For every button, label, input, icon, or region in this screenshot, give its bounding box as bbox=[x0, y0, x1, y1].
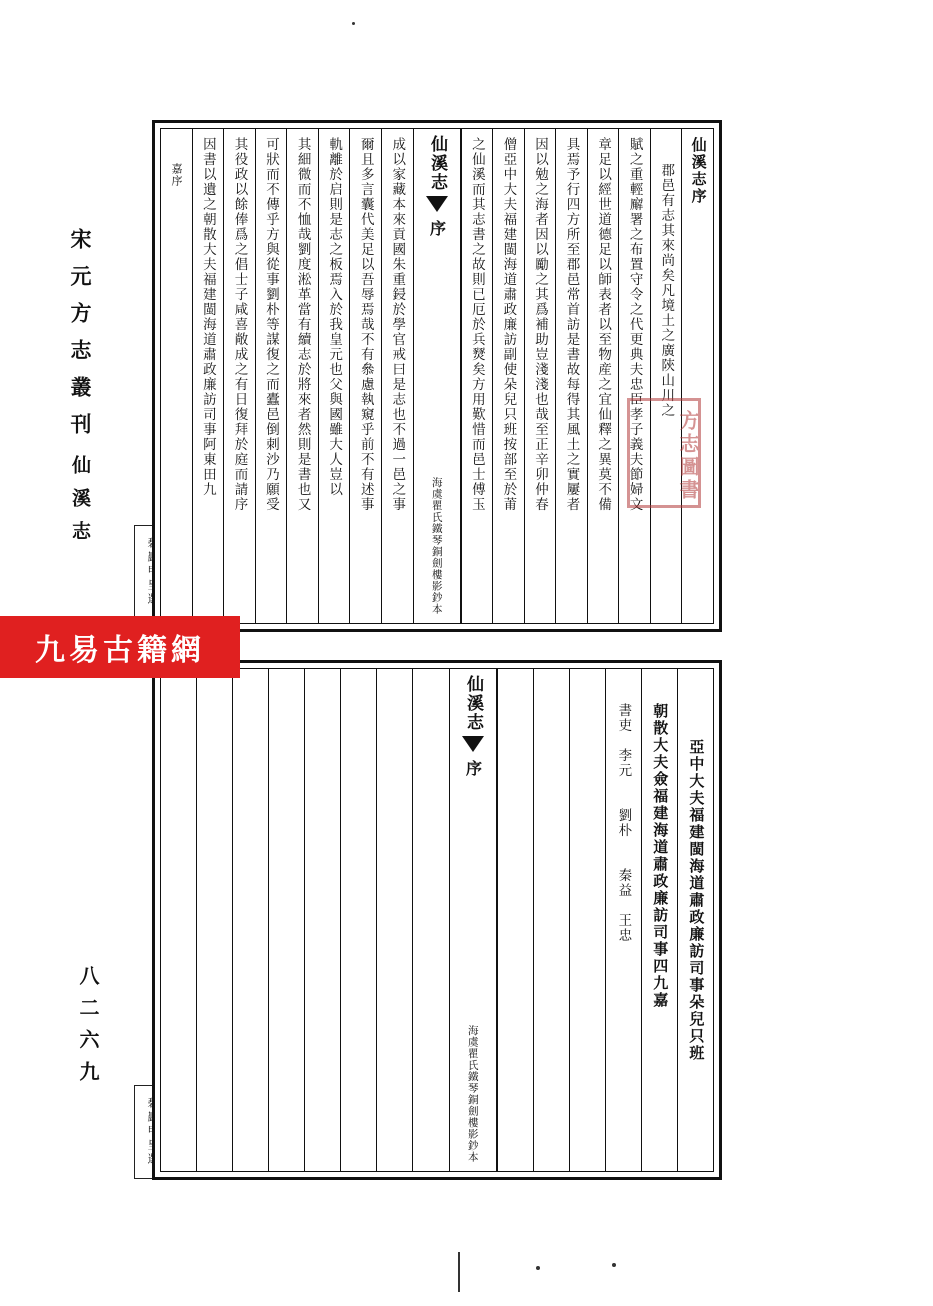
leaf-top-col-3 bbox=[587, 129, 619, 623]
leaf-top-col-9 bbox=[349, 129, 381, 623]
leaf-bottom-col-10 bbox=[304, 669, 340, 1171]
leaf-top-line-12: 可狀而不傳乎方與從事劉朴等謀復之而蠹邑倒刺沙乃願受 bbox=[263, 137, 280, 512]
leaf-top-inner-frame bbox=[160, 128, 714, 624]
leaf-bottom-line-1: 亞中大夫福建閩海道肅政廉訪司事朵兒只班 bbox=[687, 739, 706, 1062]
leaf-top-line-9: 爾且多言囊代美足以吾辱焉哉不有叅慮執窺乎前不有述事 bbox=[357, 137, 374, 512]
leaf-top-banner-sub: 序 bbox=[427, 220, 447, 236]
series-title: 宋元方志叢刊 bbox=[68, 228, 93, 450]
leaf-top-line-2: 賦之重輕廨署之布置守令之代更典夫忠臣孝子義夫節婦文 bbox=[626, 137, 643, 512]
leaf-bottom-col-11 bbox=[268, 669, 304, 1171]
leaf-bottom-col-14 bbox=[161, 669, 196, 1171]
leaf-bottom-banner-sub: 序 bbox=[463, 760, 483, 776]
fish-tail-icon bbox=[462, 736, 484, 752]
leaf-bottom-edition-note: 海虞瞿氏鐵琴銅劍樓影鈔本 bbox=[466, 1025, 479, 1163]
leaf-bottom-col-1 bbox=[677, 669, 713, 1171]
leaf-bottom-line-2: 朝散大夫僉福建海道肅政廉訪司事四九嘉 bbox=[651, 703, 670, 1009]
leaf-top-banner bbox=[413, 129, 461, 623]
leaf-top-line-10: 軌離於启則是志之板焉入於我皇元也父與國雖大人豈以 bbox=[326, 137, 343, 497]
leaf-top-line-5: 因以勉之海者因以勵之其爲補助豈淺淺也哉至正辛卯仲春 bbox=[531, 137, 548, 512]
leaf-bottom-inner-frame bbox=[160, 668, 714, 1172]
library-seal: 方志圖書 bbox=[627, 398, 701, 508]
leaf-top-col-2 bbox=[618, 129, 650, 623]
leaf-bottom-col-5 bbox=[533, 669, 569, 1171]
page-number: 八二六九 bbox=[76, 965, 100, 1093]
leaf-bottom-col-13 bbox=[196, 669, 232, 1171]
leaf-top-banner-title: 仙溪志 bbox=[427, 135, 447, 192]
leaf-top-col-7 bbox=[461, 129, 493, 623]
leaf-top-col-12 bbox=[255, 129, 287, 623]
leaf-top-col-10 bbox=[318, 129, 350, 623]
leaf-top-line-8: 成以家藏本來貢國朱重鋟於學官戒曰是志也不過一邑之事 bbox=[389, 137, 406, 512]
leaf-top-line-15: 嘉序 bbox=[170, 163, 184, 187]
leaf-top-line-4: 具焉予行四方所至郡邑常首訪是書故每得其風土之實屢者 bbox=[563, 137, 580, 512]
leaf-top-col-15 bbox=[161, 129, 192, 623]
leaf-top-col-8 bbox=[381, 129, 413, 623]
leaf-top-col-14 bbox=[192, 129, 224, 623]
leaf-top-line-13: 其役政以餘俸爲之倡士子咸喜敞成之有日復拜於庭而請序 bbox=[231, 137, 248, 512]
leaf-top-col-4 bbox=[555, 129, 587, 623]
crop-dot-1 bbox=[536, 1266, 540, 1270]
leaf-top-col-1 bbox=[650, 129, 682, 623]
leaf-bottom-col-3 bbox=[605, 669, 641, 1171]
leaf-bottom-col-2 bbox=[641, 669, 677, 1171]
leaf-top-col-11 bbox=[286, 129, 318, 623]
leaf-bottom-col-8 bbox=[376, 669, 412, 1171]
facsimile-leaf-bottom bbox=[152, 660, 722, 1180]
fish-tail-icon bbox=[426, 196, 448, 212]
preface-title: 仙溪志序 bbox=[689, 137, 708, 205]
leaf-bottom-col-6 bbox=[497, 669, 533, 1171]
leaf-top-line-11: 其細微而不恤哉劉度淞革當有續志於將來者然則是書也又 bbox=[294, 137, 311, 512]
site-watermark: 九易古籍網 bbox=[0, 616, 240, 678]
crop-mark-left bbox=[458, 1252, 460, 1292]
leaf-top-col-13 bbox=[223, 129, 255, 623]
leaf-top-col-5 bbox=[524, 129, 556, 623]
leaf-top-line-7: 之仙溪而其志書之故則已厄於兵燹矣方用歎惜而邑士傅玉 bbox=[468, 137, 485, 512]
leaf-top-col-preface-title bbox=[681, 129, 713, 623]
leaf-bottom-col-12 bbox=[232, 669, 268, 1171]
leaf-bottom-col-7 bbox=[412, 669, 448, 1171]
leaf-bottom-col-4 bbox=[569, 669, 605, 1171]
leaf-top-line-14: 因書以遺之朝散大夫福建閩海道肅政廉訪司事阿東田九 bbox=[199, 137, 216, 497]
crop-dot-3 bbox=[352, 22, 355, 25]
leaf-top-line-3: 章足以經世道德足以師表者以至物産之宜仙釋之異莫不備 bbox=[595, 137, 612, 512]
leaf-bottom-line-3: 書吏 李元 劉朴 秦益 王忠 bbox=[615, 703, 632, 943]
leaf-bottom-col-9 bbox=[340, 669, 376, 1171]
crop-dot-2 bbox=[612, 1263, 616, 1267]
leaf-top-line-1: 郡邑有志其來尚矣凡境土之廣陝山川之 bbox=[658, 163, 675, 418]
facsimile-leaf-top bbox=[152, 120, 722, 632]
series-subtitle: 仙溪志 bbox=[69, 455, 91, 554]
leaf-top-line-6: 僧亞中大夫福建閩海道肅政廉訪副使朵兒只班按部至於莆 bbox=[500, 137, 517, 512]
leaf-top-edition-note: 海虞瞿氏鐵琴銅劍樓影鈔本 bbox=[430, 477, 443, 615]
leaf-bottom-banner-title: 仙溪志 bbox=[463, 675, 484, 732]
leaf-top-col-6 bbox=[492, 129, 524, 623]
leaf-bottom-banner bbox=[449, 669, 497, 1171]
